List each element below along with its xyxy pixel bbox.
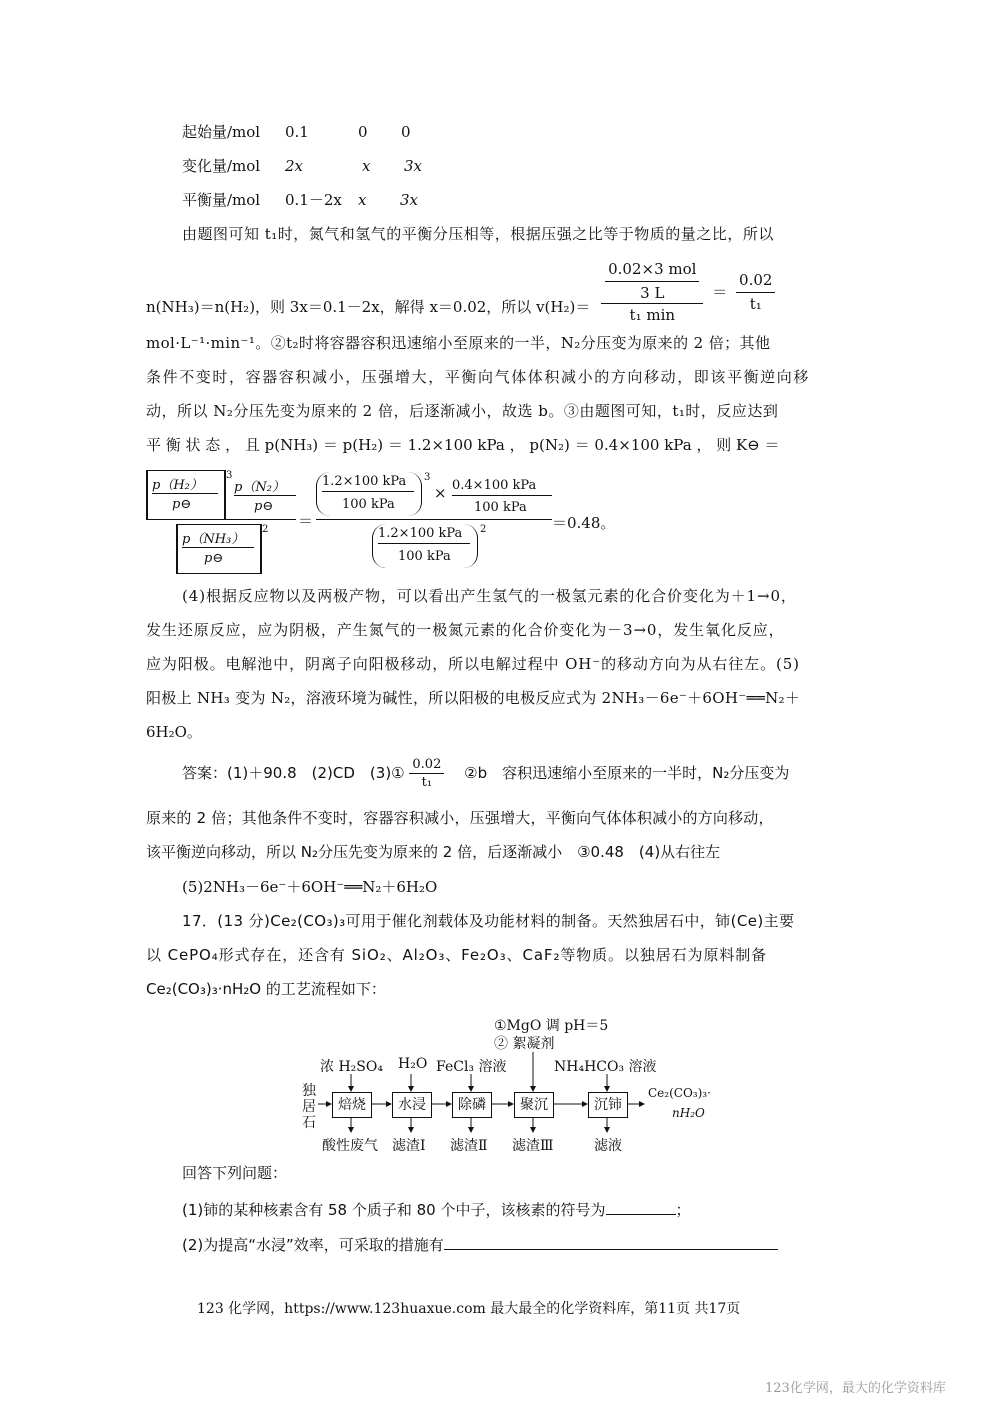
row-label: 起始量/mol (182, 123, 261, 141)
text-line: 由题图可知 t₁时，氮气和氢气的平衡分压相等，根据压强之比等于物质的量之比，所以 (182, 225, 774, 243)
text-line: mol·L⁻¹·min⁻¹。②t₂时将容器容积迅速缩小至原来的一半，N₂分压变为原来的 2 倍；其他 (146, 334, 771, 352)
question-text: (2)为提高“水浸”效率，可采取的措施有 (182, 1236, 444, 1254)
text-line: (4)根据反应物以及两极产物，可以看出产生氢气的一极氢元素的化合价变化为＋1→0， (182, 587, 797, 605)
reagent-label: NH₄HCO₃ 溶液 (554, 1059, 657, 1075)
rate-equation (146, 262, 775, 323)
cell: x (358, 191, 367, 209)
process-flow-diagram (290, 1012, 750, 1162)
fraction-denominator: t₁ (421, 775, 433, 790)
text-line: 应为阳极。电解池中，阴离子向阳极移动，所以电解过程中 OH⁻的移动方向为从右往左。(5) (146, 655, 800, 673)
fraction-denominator: 100 kPa (398, 549, 451, 564)
answer-line: 原来的 2 倍；其他条件不变时，容器容积减小，压强增大，平衡向气体体积减小的方向移动， (146, 809, 774, 827)
answer-text: 答案：(1)＋90.8 (2)CD (3)① (182, 764, 405, 782)
answer-text: ②b 容积迅速缩小至原来的一半时，N₂分压变为 (449, 764, 790, 782)
fraction-numerator: 0.4×100 kPa (452, 478, 537, 493)
answer-line: (5)2NH₃－6e⁻＋6OH⁻══N₂＋6H₂O (182, 878, 438, 896)
k-result: ＝0.48。 (552, 514, 616, 532)
output-label: 酸性废气 (322, 1138, 378, 1154)
answer-fraction (409, 758, 444, 789)
reagent-label: H₂O (398, 1056, 428, 1072)
row-label: 变化量/mol (182, 157, 261, 175)
product-label: nH₂O (672, 1106, 705, 1120)
reagent-label: 浓 H₂SO₄ (320, 1059, 383, 1075)
text-line: 发生还原反应，应为阴极，产生氮气的一极氮元素的化合价变化为－3→0，发生氧化反应， (146, 621, 785, 639)
text-line: n(NH₃)＝n(H₂)，则 3x＝0.1－2x，解得 x＝0.02，所以 v(H₂)＝ (146, 298, 591, 316)
partial-pressure-nh3: p（NH₃） (182, 532, 245, 547)
partial-pressure-n2: p（N₂） (234, 480, 285, 495)
cell: 2x (285, 157, 304, 175)
fraction-denominator: 100 kPa (342, 497, 395, 512)
fraction-numerator: 1.2×100 kPa (322, 474, 407, 489)
question-text: Ce₂(CO₃)₃·nH₂O 的工艺流程如下： (146, 980, 386, 998)
standard-pressure: p⊖ (254, 499, 274, 514)
answer-blank[interactable] (606, 1200, 676, 1215)
cell: x (362, 157, 371, 175)
text-line: 条件不变时，容器容积减小，压强增大，平衡向气体体积减小的方向移动，即该平衡逆向移 (146, 368, 811, 386)
step-box: 除磷 (452, 1092, 492, 1118)
reagent-label: FeCl₃ 溶液 (436, 1059, 507, 1075)
flow-condition-1: ①MgO 调 pH＝5 (494, 1018, 609, 1034)
partial-pressure-h2: p（H₂） (152, 478, 203, 493)
step-box: 水浸 (392, 1092, 432, 1118)
answer-blank[interactable] (444, 1235, 778, 1250)
cell: 0 (358, 123, 368, 141)
fraction-numerator: 0.02×3 mol (605, 262, 699, 282)
question-1 (182, 1200, 691, 1218)
table-row-equilibrium (182, 191, 419, 209)
cell: 0.1－2x (285, 191, 342, 209)
equals: ＝ (712, 283, 728, 301)
exponent: 2 (262, 524, 269, 535)
answer-line (182, 758, 789, 789)
step-box: 焙烧 (332, 1092, 372, 1118)
watermark: 123化学网，最大的化学资料库 (765, 1381, 946, 1396)
rate-fraction (601, 262, 703, 323)
raw-material: 居 (302, 1099, 316, 1115)
row-label: 平衡量/mol (182, 191, 261, 209)
table-row-initial (182, 123, 411, 141)
fraction-numerator: 1.2×100 kPa (378, 526, 463, 541)
cell: 3x (404, 157, 423, 175)
text-line: 平 衡 状 态 ， 且 p(NH₃) ＝ p(H₂) ＝ 1.2×100 kPa ， p(N₂) ＝ 0.4×100 kPa ， 则 K⊖ ＝ (146, 436, 780, 454)
cell: 0 (401, 123, 411, 141)
fraction-numerator: 0.02 (409, 758, 444, 774)
times-sign: × (434, 484, 447, 502)
question-text: 以 CePO₄形式存在，还含有 SiO₂、Al₂O₃、Fe₂O₃、CaF₂等物质。以独居石为原料制备 (146, 946, 768, 964)
fraction-denominator: 100 kPa (474, 500, 527, 515)
raw-material: 石 (302, 1115, 316, 1131)
output-label: 滤渣Ⅱ (450, 1138, 488, 1154)
fraction-denominator: 3 L (640, 284, 665, 302)
question-text: (1)铈的某种核素含有 58 个质子和 80 个中子，该核素的符号为 (182, 1201, 606, 1219)
standard-pressure: p⊖ (204, 551, 224, 566)
fraction-denominator: t₁ min (629, 306, 676, 324)
text-line: 动，所以 N₂分压先变为原来的 2 倍，后逐渐减小，故选 b。③由题图可知，t₁时，反应达到 (146, 402, 779, 420)
output-label: 滤液 (594, 1138, 622, 1154)
answer-line: 该平衡逆向移动，所以 N₂分压先变为原来的 2 倍，后逐渐减小 ③0.48 (4)从右往左 (146, 843, 721, 861)
page-footer: 123 化学网，https://www.123huaxue.com 最大最全的化学资料库，第11页 共17页 (197, 1301, 741, 1317)
cell: 0.1 (285, 123, 309, 141)
step-box: 沉铈 (588, 1092, 628, 1118)
punctuation: ； (675, 1201, 691, 1219)
inner-fraction (605, 262, 699, 301)
product-label: Ce₂(CO₃)₃· (648, 1086, 711, 1100)
standard-pressure: p⊖ (172, 497, 192, 512)
text-line: 阳极上 NH₃ 变为 N₂，溶液环境为碱性，所以阳极的电极反应式为 2NH₃－6e⁻＋6OH⁻══N₂＋ (146, 689, 801, 707)
rate-result-fraction (736, 273, 775, 312)
exponent: 3 (424, 472, 431, 483)
step-box: 聚沉 (514, 1092, 554, 1118)
k-expression: p（H₂） p⊖ 3 p（N₂） p⊖ p（NH₃） p⊖ 2 ＝ 1.2×100 kPa 100 kPa 3 × 0.4×100 kPa 100 kPa 1.2×100 kPa 100 kPa 2 ＝0.48。 (146, 470, 646, 575)
exponent: 3 (226, 470, 233, 481)
text-line: 6H₂O。 (146, 723, 202, 741)
fraction-numerator: 0.02 (736, 273, 775, 293)
questions-intro: 回答下列问题： (182, 1164, 288, 1182)
cell: 3x (400, 191, 419, 209)
table-row-change (182, 157, 423, 175)
question-2 (182, 1235, 778, 1253)
exponent: 2 (480, 524, 487, 535)
fraction-denominator: t₁ (749, 295, 762, 313)
output-label: 滤渣Ⅲ (512, 1138, 554, 1154)
output-label: 滤渣Ⅰ (392, 1138, 426, 1154)
question-text: 17．(13 分)Ce₂(CO₃)₃可用于催化剂载体及功能材料的制备。天然独居石中，铈(Ce)主要 (182, 912, 795, 930)
raw-material: 独 (302, 1083, 316, 1099)
flow-condition-2: ② 絮凝剂 (494, 1036, 555, 1052)
